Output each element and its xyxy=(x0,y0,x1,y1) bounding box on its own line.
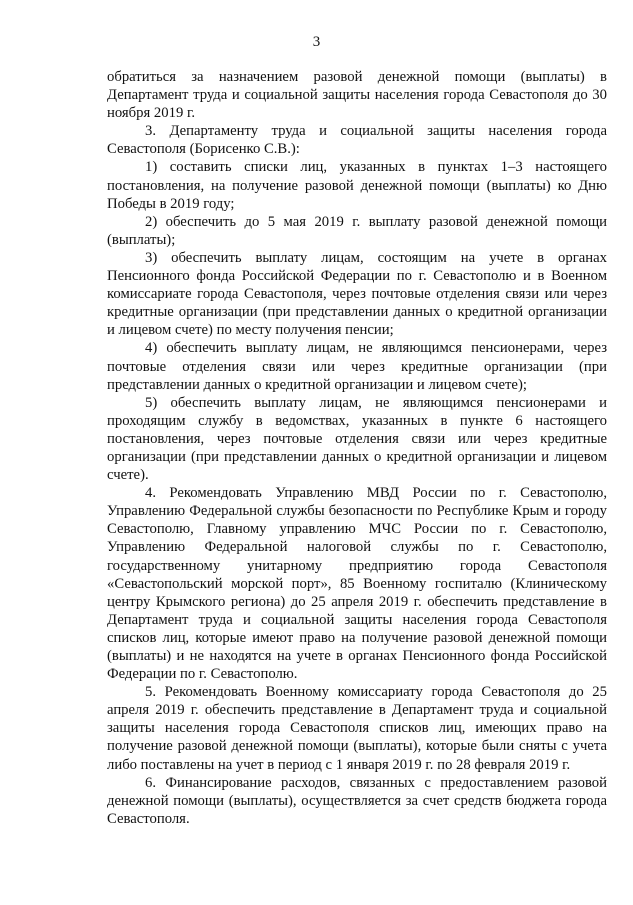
paragraph-subitem-2: 2) обеспечить до 5 мая 2019 г. выплату разовой денежной помощи (выплаты); xyxy=(107,213,607,248)
paragraph-item-5: 5. Рекомендовать Военному комиссариату города Севастополя до 25 апреля 2019 г. обеспечить представление в Департамент труда и социальной защиты населения города Севастополя списков лиц, имеющих право на получение разовой денежной помощи (выплаты), которые были сняты с учета либо поставлены на учет в период с 1 января 2019 г. по 28 февраля 2019 г. xyxy=(107,684,607,773)
document-body xyxy=(107,68,607,828)
paragraph-subitem-5: 5) обеспечить выплату лицам, не являющимся пенсионерами и проходящим службу в ведомствах, указанных в пункте 6 настоящего постановления, через почтовые отделения связи или через кредитные организации (при представлении данных о кредитной организации и лицевом счете). xyxy=(107,394,607,484)
paragraph-subitem-4: 4) обеспечить выплату лицам, не являющимся пенсионерами, через почтовые отделения связи или через кредитные организации (при представлении данных о кредитной организации и лицевом счете); xyxy=(107,340,607,393)
paragraph-subitem-3: 3) обеспечить выплату лицам, состоящим на учете в органах Пенсионного фонда Российской Федерации по г. Севастополю и в Военном комиссариате города Севастополя, через почтовые отделения связи или через кредитные организации (при представлении данных о кредитной организации и лицевом счете) по месту получения пенсии; xyxy=(107,249,607,339)
paragraph-item-3: 3. Департаменту труда и социальной защиты населения города Севастополя (Борисенко С.В.): xyxy=(107,123,607,158)
paragraph-item-6: 6. Финансирование расходов, связанных с предоставлением разовой денежной помощи (выплаты), осуществляется за счет средств бюджета города Севастополя. xyxy=(107,774,607,827)
paragraph-continuation: обратиться за назначением разовой денежной помощи (выплаты) в Департамент труда и социальной защиты населения города Севастополя до 30 ноября 2019 г. xyxy=(107,69,607,122)
page-number: 3 xyxy=(312,34,321,50)
paragraph-item-4: 4. Рекомендовать Управлению МВД России по г. Севастополю, Управлению Федеральной службы безопасности по Республике Крым и городу Севастополю, Главному управлению МЧС России по г. Севастополю, Управлению Федеральной налоговой службы по г. Севастополю, государственному унитарному предприятию города Севастополя «Севастопольский морской порт», 85 Военному госпиталю (Клиническому центру Крымского региона) до 25 апреля 2019 г. обеспечить представление в Департамент труда и социальной защиты населения города Севастополя списков лиц, которые имеют право на получение разовой денежной помощи (выплаты) и не находятся на учете в органах Пенсионного фонда Российской Федерации по г. Севастополю. xyxy=(107,485,607,683)
paragraph-subitem-1: 1) составить списки лиц, указанных в пунктах 1–3 настоящего постановления, на получение разовой денежной помощи (выплаты) ко Дню Победы в 2019 году; xyxy=(107,159,607,212)
